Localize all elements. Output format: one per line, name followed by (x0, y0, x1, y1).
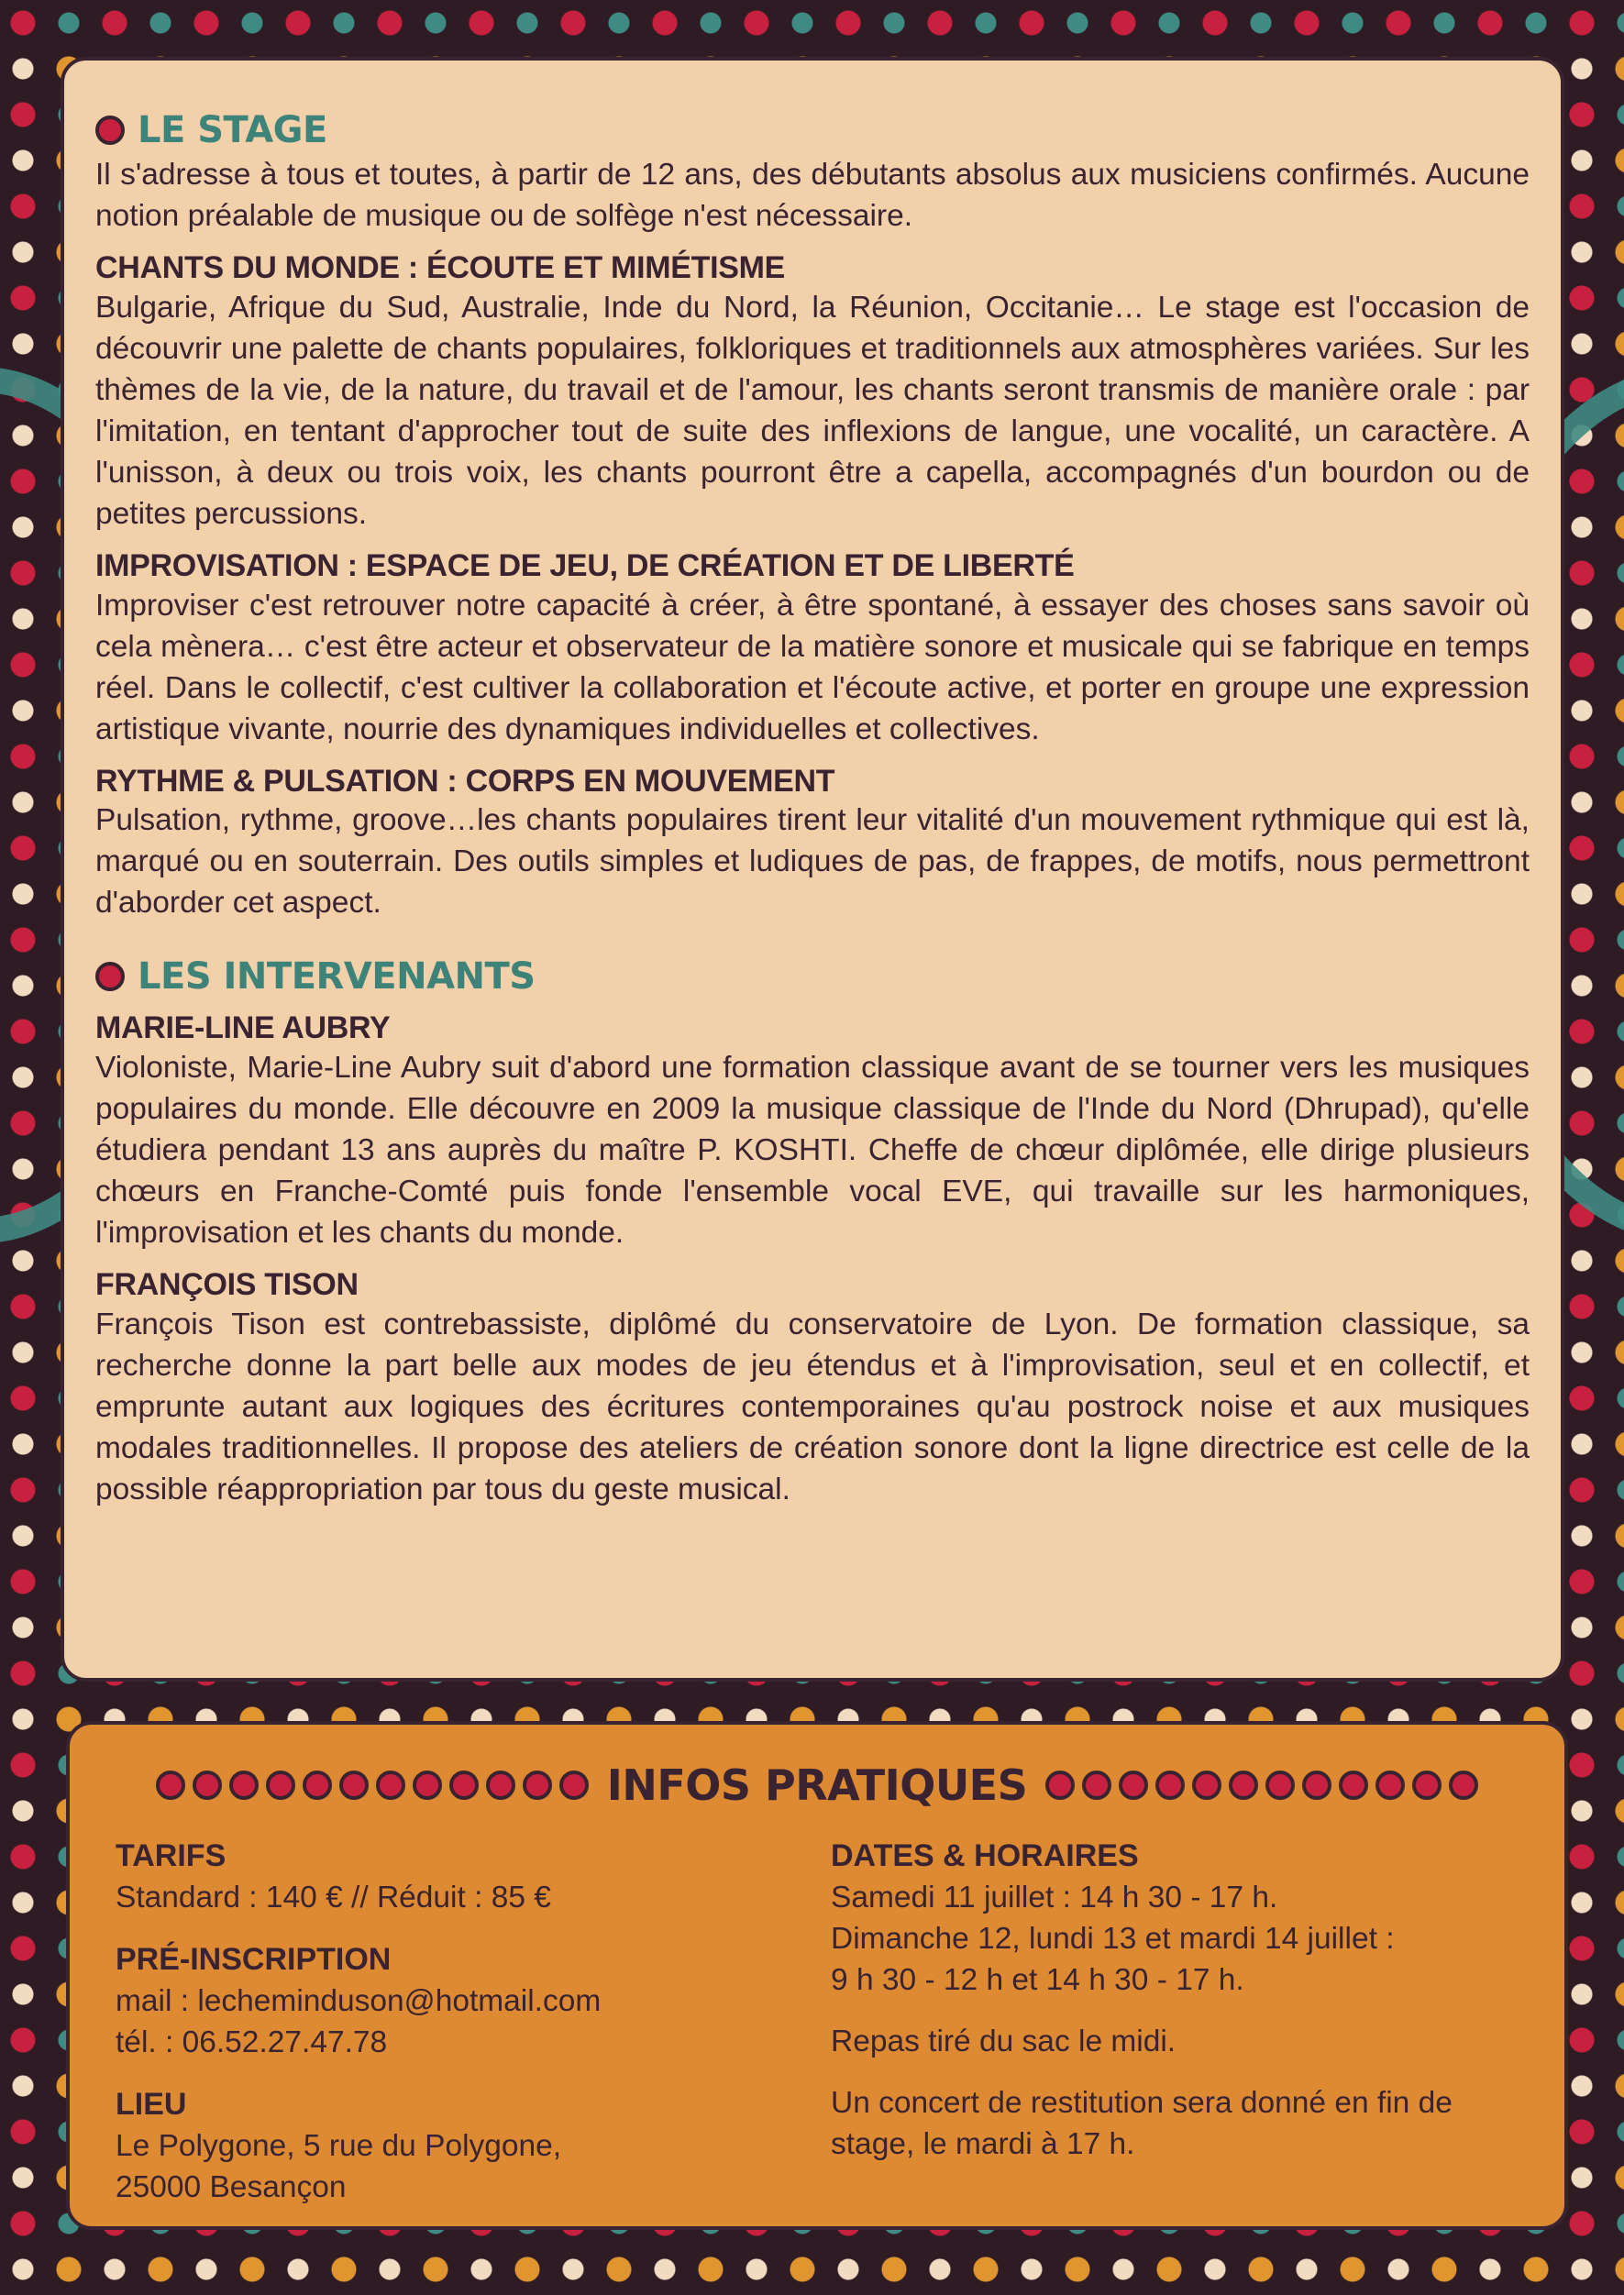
dot-icon (1449, 1771, 1478, 1800)
dots-decoration-left (156, 1771, 589, 1800)
dot-icon (1412, 1771, 1442, 1800)
main-panel (61, 57, 1564, 1682)
lieu-block (116, 2083, 776, 2208)
infos-title: INFOS PRATIQUES (606, 1760, 1028, 1810)
dot-icon (1375, 1771, 1405, 1800)
person-bio: Violoniste, Marie-Line Aubry suit d'abord une formation classique avant de se tourner vers les musiques populaires du monde. Elle découvre en 2009 la musique classique de l'Inde du Nord (Dhrupad), qu'elle étudiera pendant 13 ans auprès du maître P. KOSHTI. Cheffe de chœur diplômée, elle dirige plusieurs chœurs en Franche-Comté puis fonde l'ensemble vocal EVE, qui travaille sur les harmoniques, l'improvisation et les chants du monde. (95, 1051, 1530, 1251)
infos-panel (66, 1721, 1568, 2230)
subsection-text: Improviser c'est retrouver notre capacité à créer, à être spontané, à essayer des choses sans savoir où cela mènera… c'est être acteur et observateur de la matière sonore et musicale qui se fabrique en temps réel. Dans le collectif, c'est cultiver la collaboration et l'écoute active, et porter en groupe une expression artistique vivante, nourrie des dynamiques individuelles et collectives. (95, 588, 1530, 746)
concert-text: Un concert de restitution sera donné en fin de stage, le mardi à 17 h. (831, 2086, 1453, 2161)
dot-icon (1119, 1771, 1148, 1800)
person-name: MARIE-LINE AUBRY (95, 1010, 391, 1046)
bullet-dot-icon (95, 962, 125, 991)
dot-icon (1192, 1771, 1221, 1800)
repas-block (831, 2021, 1528, 2062)
dot-icon (1082, 1771, 1111, 1800)
dates-line: Dimanche 12, lundi 13 et mardi 14 juillet : (831, 1922, 1395, 1956)
infos-right-column (831, 1835, 1528, 2185)
infos-left-column (116, 1835, 776, 2228)
dot-icon (1229, 1771, 1258, 1800)
lieu-heading: LIEU (116, 2087, 187, 2122)
section-title-stage (95, 110, 1530, 150)
subsection-heading: RYTHME & PULSATION : CORPS EN MOUVEMENT (95, 763, 835, 799)
dot-icon (156, 1771, 185, 1800)
preinscription-block (116, 1938, 776, 2063)
dates-block (831, 1835, 1528, 2001)
tarifs-heading: TARIFS (116, 1838, 226, 1873)
subsection-text: Pulsation, rythme, groove…les chants populaires tirent leur vitalité d'un mouvement rythmique qui est là, marqué ou en souterrain. Des outils simples et ludiques de pas, de frappes, de motifs, nous permettront d'aborder cet aspect. (95, 803, 1530, 921)
tarifs-text: Standard : 140 € // Réduit : 85 € (116, 1881, 551, 1914)
dot-icon (266, 1771, 295, 1800)
subsection-text: Bulgarie, Afrique du Sud, Australie, Inde du Nord, la Réunion, Occitanie… Le stage est l'occasion de découvrir une palette de chants populaires, folkloriques et traditionnels aux atmosphères variées. Sur les thèmes de la vie, de la nature, du travail et de l'amour, les chants seront transmis de manière orale : par l'imitation, en tentant d'approcher tout de suite des inflexions de langue, une vocalité, un caractère. A l'unisson, à deux ou trois voix, les chants pourront être a capella, accompagnés d'un bourdon ou de petites percussions. (95, 290, 1530, 531)
repas-text: Repas tiré du sac le midi. (831, 2025, 1177, 2058)
dot-icon (1265, 1771, 1295, 1800)
dot-icon (229, 1771, 259, 1800)
dates-line: Samedi 11 juillet : 14 h 30 - 17 h. (831, 1881, 1278, 1914)
dot-icon (1339, 1771, 1368, 1800)
tarifs-block (116, 1835, 776, 1918)
dot-icon (303, 1771, 332, 1800)
dot-icon (559, 1771, 589, 1800)
dates-heading: DATES & HORAIRES (831, 1838, 1139, 1873)
dot-icon (1302, 1771, 1331, 1800)
dot-icon (1045, 1771, 1075, 1800)
lieu-line: Le Polygone, 5 rue du Polygone, (116, 2129, 562, 2163)
dot-icon (193, 1771, 222, 1800)
dot-icon (523, 1771, 552, 1800)
dot-icon (339, 1771, 369, 1800)
infos-header (106, 1758, 1528, 1813)
person-bio: François Tison est contrebassiste, diplômé du conservatoire de Lyon. De formation classique, sa recherche donne la part belle aux modes de jeu étendus et à l'improvisation, seul et en collectif, et emprunte autant aux logiques des écritures contemporaines qu'au postrock noise et aux musiques modales traditionnelles. Il propose des ateliers de création sonore dont la ligne directrice est celle de la possible réappropriation par tous du geste musical. (95, 1307, 1530, 1506)
stage-intro: Il s'adresse à tous et toutes, à partir de 12 ans, des débutants absolus aux musiciens confirmés. Aucune notion préalable de musique ou de solfège n'est nécessaire. (95, 158, 1530, 233)
dates-line: 9 h 30 - 12 h et 14 h 30 - 17 h. (831, 1963, 1244, 1997)
lieu-line: 25000 Besançon (116, 2170, 347, 2204)
dot-icon (486, 1771, 515, 1800)
preinscription-heading: PRÉ-INSCRIPTION (116, 1942, 392, 1977)
dots-decoration-right (1045, 1771, 1478, 1800)
person-name: FRANÇOIS TISON (95, 1267, 359, 1303)
dot-icon (413, 1771, 442, 1800)
dot-icon (449, 1771, 479, 1800)
bullet-dot-icon (95, 116, 125, 145)
preinscription-mail[interactable]: mail : lecheminduson@hotmail.com (116, 1984, 602, 2018)
concert-block (831, 2082, 1528, 2165)
stage-title-text: LE STAGE (138, 109, 327, 151)
intervenants-title-text: LES INTERVENANTS (138, 955, 536, 999)
subsection-heading: CHANTS DU MONDE : ÉCOUTE ET MIMÉTISME (95, 250, 786, 285)
subsection-heading: IMPROVISATION : ESPACE DE JEU, DE CRÉATION ET DE LIBERTÉ (95, 547, 1075, 583)
dot-icon (376, 1771, 405, 1800)
preinscription-tel[interactable]: tél. : 06.52.27.47.78 (116, 2025, 388, 2059)
dot-icon (1155, 1771, 1185, 1800)
section-title-intervenants (95, 956, 1530, 997)
